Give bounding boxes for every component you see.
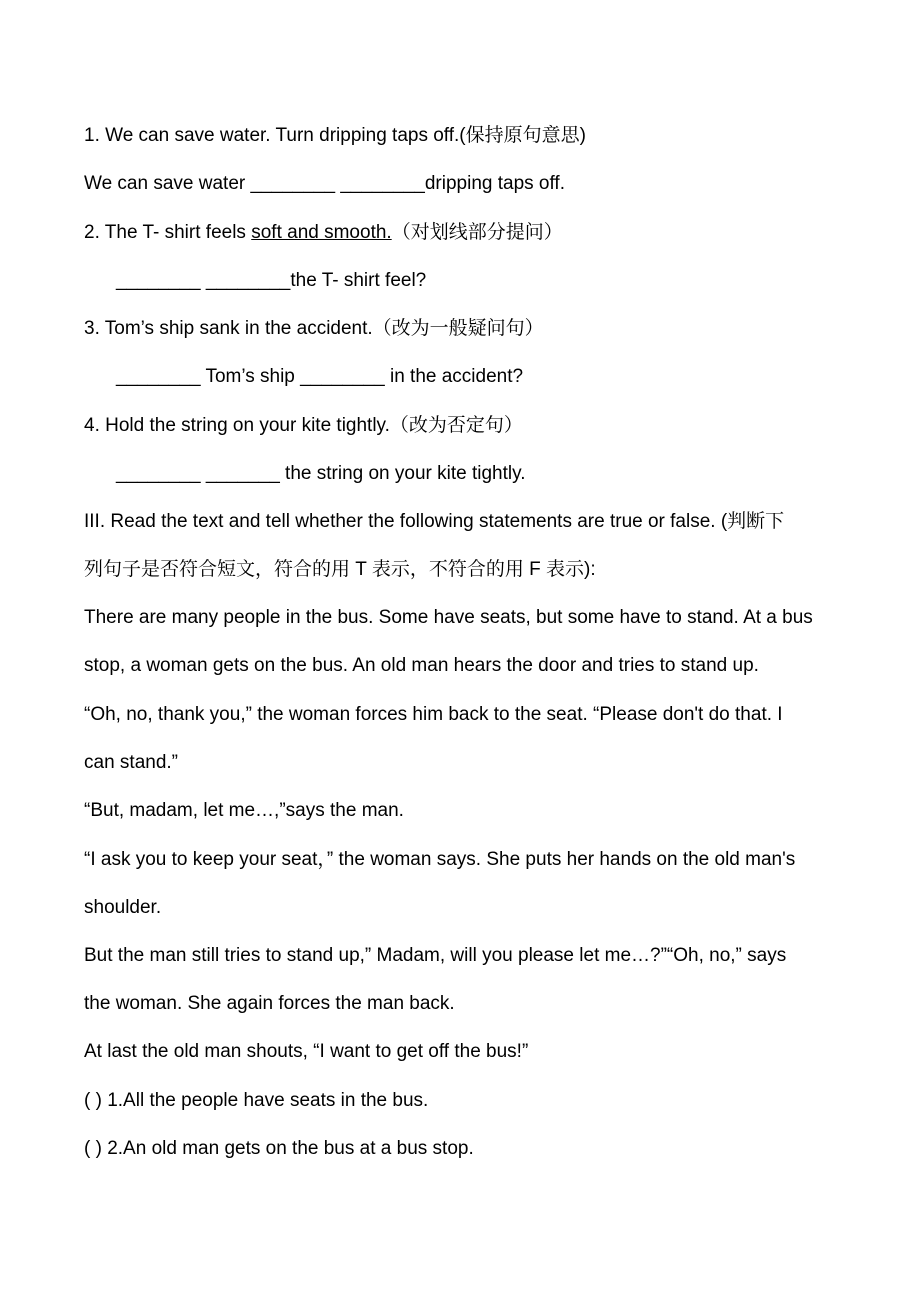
question-2-underlined-phrase: soft and smooth. xyxy=(251,222,392,243)
question-1-prompt: 1. We can save water. Turn dripping taps off.(保持原句意思) xyxy=(84,125,586,146)
question-2-answer-line: ________ ________the T- shirt feel? xyxy=(116,270,427,291)
passage-line: But the man still tries to stand up,” Madam, will you please let me…?”“Oh, no,” says xyxy=(84,945,787,966)
passage-line: the woman. She again forces the man back. xyxy=(84,993,455,1014)
question-3-answer-line: ________ Tom’s ship ________ in the accident? xyxy=(116,366,524,387)
statement-2: ( ) 2.An old man gets on the bus at a bus stop. xyxy=(84,1138,474,1159)
question-2-instruction: （对划线部分提问） xyxy=(391,222,563,243)
section-3-heading-line-1: III. Read the text and tell whether the following statements are true or false. (判断下 xyxy=(84,511,785,532)
passage-line: “But, madam, let me…,”says the man. xyxy=(84,800,404,821)
question-4-answer-line: ________ _______ the string on your kite tightly. xyxy=(116,463,526,484)
question-2-prompt-text: 2. The T- shirt feels xyxy=(84,222,252,243)
section-3-heading-line-2: 列句子是否符合短文，符合的用 T 表示，不符合的用 F 表示): xyxy=(84,559,596,580)
question-3-prompt: 3. Tom’s ship sank in the accident.（改为一般疑问句） xyxy=(84,318,544,339)
passage-line: shoulder. xyxy=(84,897,162,918)
passage-line: can stand.” xyxy=(84,752,178,773)
passage-line: stop, a woman gets on the bus. An old man hears the door and tries to stand up. xyxy=(84,655,759,676)
question-1-answer-line: We can save water ________ ________dripping taps off. xyxy=(84,173,565,194)
passage-line: “Oh, no, thank you,” the woman forces him back to the seat. “Please don't do that. I xyxy=(84,704,783,725)
question-2-prompt xyxy=(84,221,844,245)
passage-line: At last the old man shouts, “I want to get off the bus!” xyxy=(84,1041,529,1062)
statement-1: ( ) 1.All the people have seats in the bus. xyxy=(84,1090,429,1111)
passage-line: There are many people in the bus. Some have seats, but some have to stand. At a bus xyxy=(84,607,813,628)
question-4-prompt: 4. Hold the string on your kite tightly.（改为否定句） xyxy=(84,415,523,436)
passage-line: “I ask you to keep your seat，” the woman says. She puts her hands on the old man's xyxy=(84,849,796,870)
